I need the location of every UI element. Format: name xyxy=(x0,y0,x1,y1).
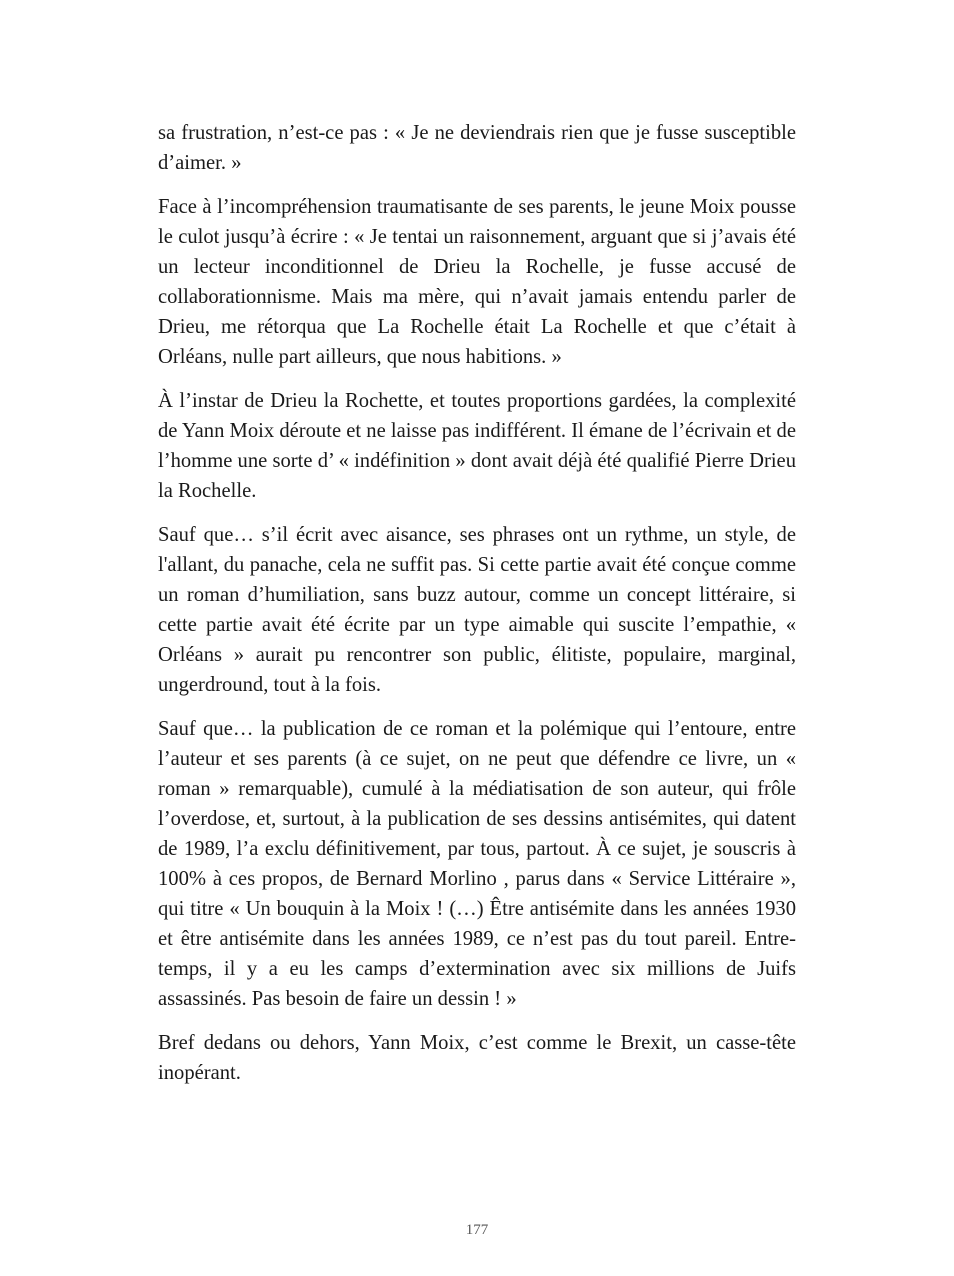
page-body xyxy=(158,118,796,1102)
paragraph: À l’instar de Drieu la Rochette, et toutes proportions gardées, la complexité de Yann Moix déroute et ne laisse pas indifférent. Il émane de l’écrivain et de l’homme une sorte d’ « indéfinition » dont avait déjà été qualifié Pierre Drieu la Rochelle. xyxy=(158,390,796,502)
paragraph: sa frustration, n’est-ce pas : « Je ne deviendrais rien que je fusse susceptible d’aimer. » xyxy=(158,122,796,174)
paragraph: Sauf que… la publication de ce roman et la polémique qui l’entoure, entre l’auteur et ses parents (à ce sujet, on ne peut que défendre ce livre, un « roman » remarquable), cumulé à la médiatisation de son auteur, qui frôle l’overdose, et, surtout, à la publication de ses dessins antisémites, qui datent de 1989, l’a exclu définitivement, par tous, partout. À ce sujet, je souscris à 100% à ces propos, de Bernard Morlino , parus dans « Service Littéraire », qui titre « Un bouquin à la Moix ! (…) Être antisémite dans les années 1930 et être antisémite dans les années 1989, ce n’est pas du tout pareil. Entre-temps, il y a eu les camps d’extermination avec six millions de Juifs assassinés. Pas besoin de faire un dessin ! » xyxy=(158,718,796,1010)
page-number: 177 xyxy=(465,1222,489,1238)
paragraph: Face à l’incompréhension traumatisante de ses parents, le jeune Moix pousse le culot jusqu’à écrire : « Je tentai un raisonnement, arguant que si j’avais été un lecteur inconditionnel de Drieu la Rochelle, je fusse accusé de collaborationnisme. Mais ma mère, qui n’avait jamais entendu parler de Drieu, me rétorqua que La Rochelle était La Rochelle et que c’était à Orléans, nulle part ailleurs, que nous habitions. » xyxy=(158,196,796,368)
paragraph: Bref dedans ou dehors, Yann Moix, c’est comme le Brexit, un casse-tête inopérant. xyxy=(158,1032,796,1084)
paragraph: Sauf que… s’il écrit avec aisance, ses phrases ont un rythme, un style, de l'allant, du panache, cela ne suffit pas. Si cette partie avait été conçue comme un roman d’humiliation, sans buzz autour, comme un concept littéraire, si cette partie avait été écrite par un type aimable qui suscite l’empathie, « Orléans » aurait pu rencontrer son public, élitiste, populaire, marginal, ungerdround, tout à la fois. xyxy=(158,524,796,696)
